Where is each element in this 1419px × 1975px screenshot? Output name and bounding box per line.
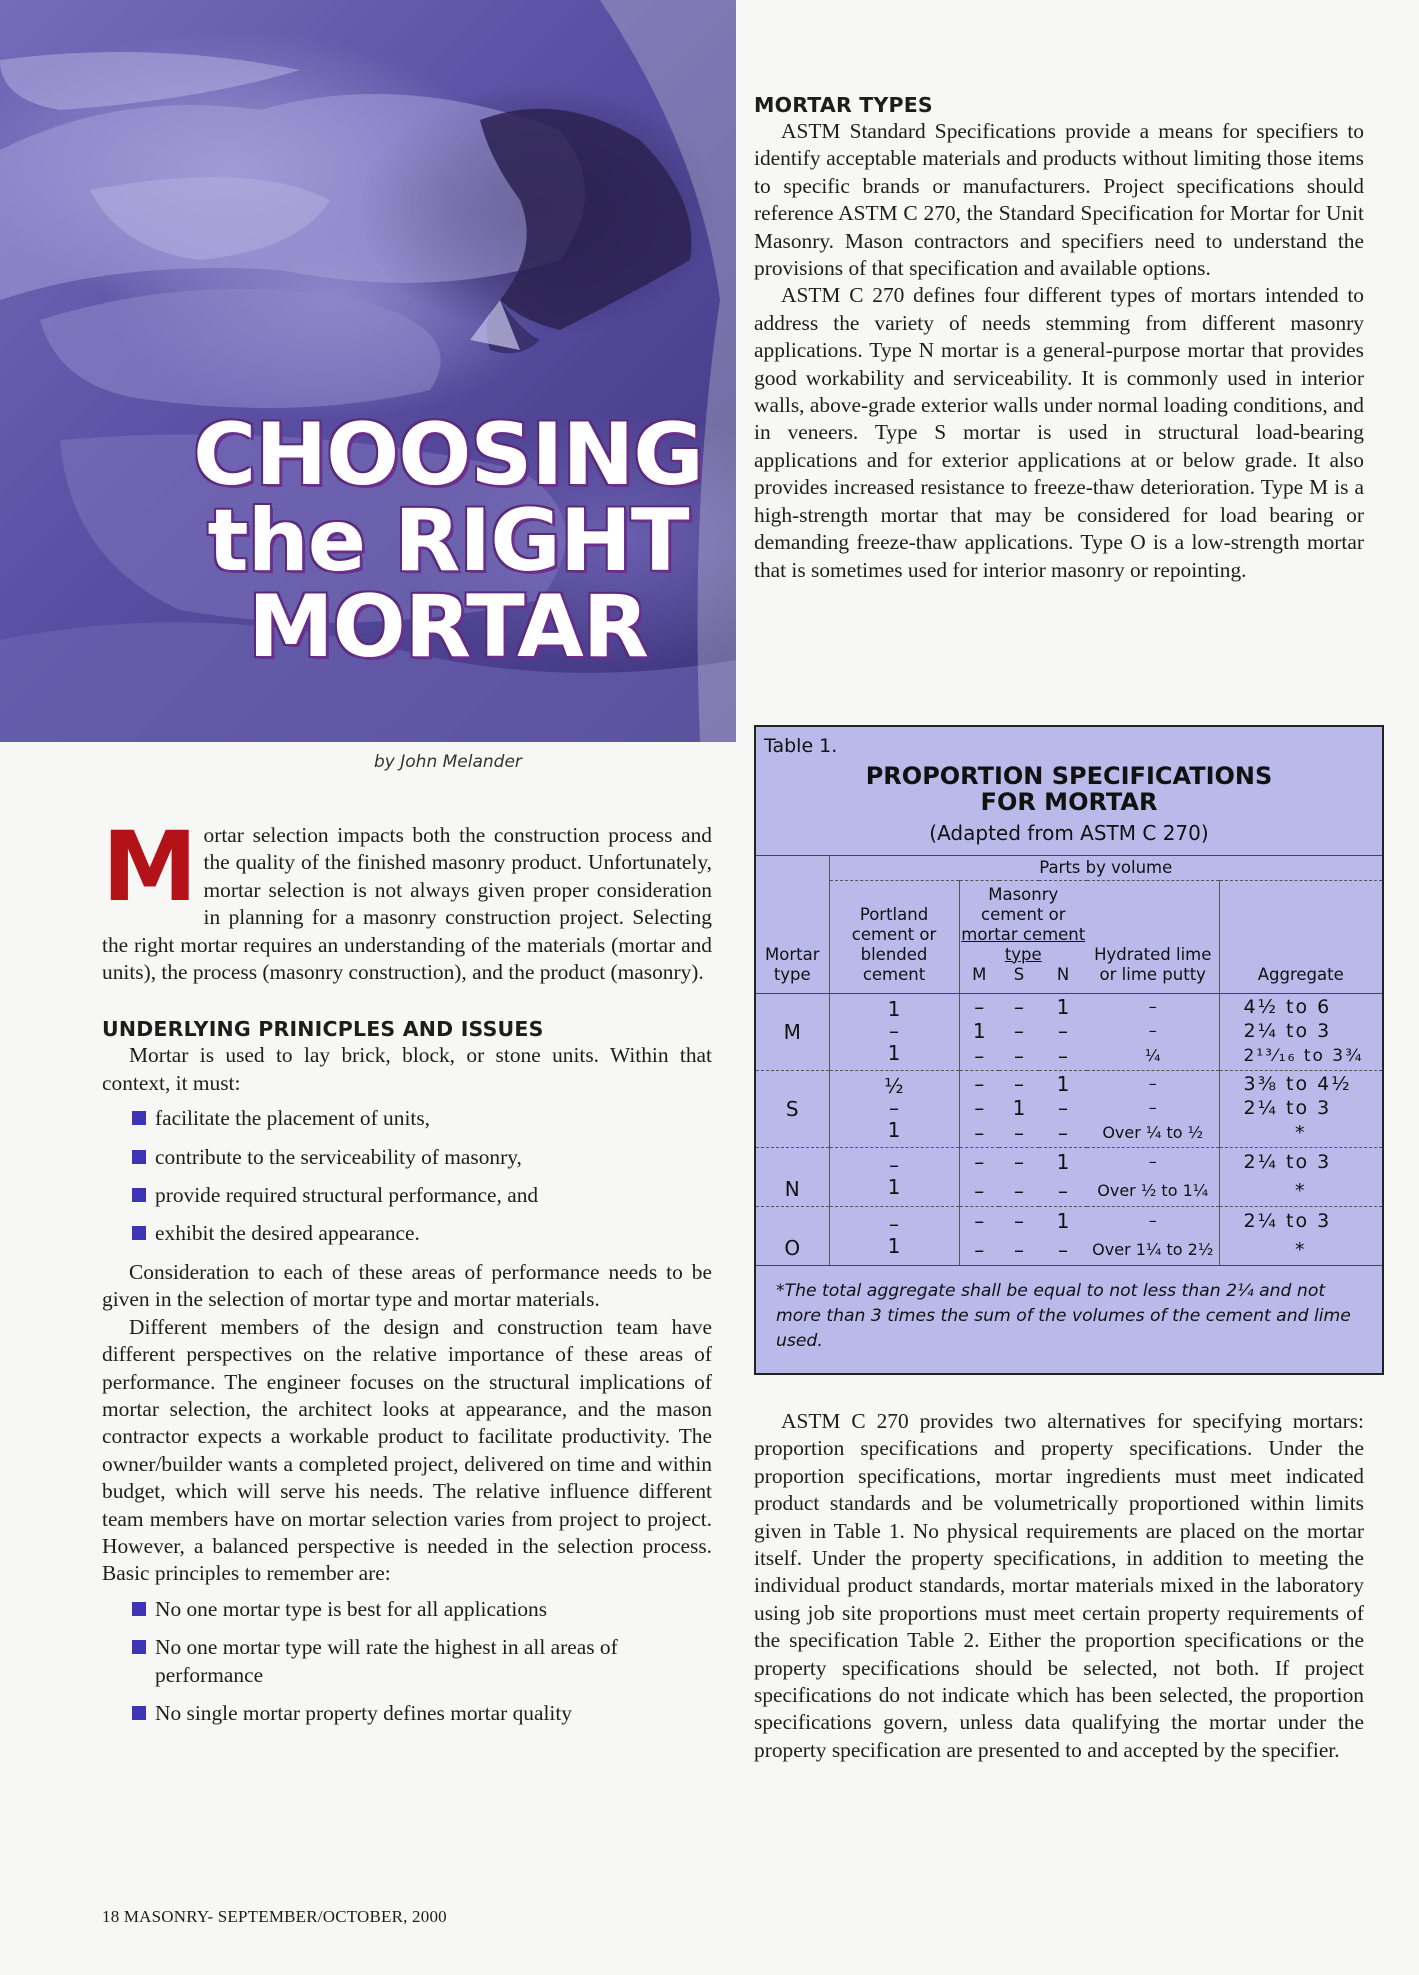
- bullet-square-icon: [132, 1706, 146, 1720]
- mortar-type-cell: O: [756, 1206, 829, 1265]
- mortar-type-cell: S: [756, 1070, 829, 1147]
- list-item: contribute to the serviceability of masonry,: [102, 1144, 712, 1171]
- mortar-type-cell: N: [756, 1147, 829, 1206]
- table-row: – 1 – – – 2¼ to 3: [756, 1020, 1382, 1042]
- table-row: O – – – 1 – 2¼ to 3: [756, 1206, 1382, 1235]
- col-header-mortar-type: Mortar type: [756, 880, 829, 993]
- right-column-top: [754, 92, 1364, 584]
- section-heading-mortar-types: MORTAR TYPES: [754, 93, 933, 117]
- mortar-types-paragraph-1: ASTM Standard Specifications provide a means for specifiers to identify acceptable materials and products without limiting those items to specific brands or manufacturers. Project specifications should reference ASTM C 270, the Standard Specification for Mortar for Unit Masonry. Mason contractors and specifiers need to understand the provisions of that specification and available options.: [754, 119, 1364, 281]
- col-header-lime: Hydrated lime or lime putty: [1087, 880, 1219, 993]
- intro-text: ortar selection impacts both the construction process and the quality of the finished masonry product. Unfortunately, mortar selection is not always given proper consideration in planning for a masonry construction project. Selecting the right mortar requires an understanding of the materials (mortar and units), the process (masonry construction), and the product (masonry).: [102, 823, 712, 985]
- page-footer: 18 MASONRY- SEPTEMBER/OCTOBER, 2000: [102, 1907, 447, 1926]
- col-header-s: S: [999, 965, 1039, 994]
- col-header-n: N: [1039, 965, 1087, 994]
- left-column: [102, 811, 712, 1738]
- specifications-paragraph: ASTM C 270 provides two alternatives for specifying mortars: proportion specifications and property specifications. Under the proportion specifications, mortar ingredients must meet indicated product standards and be volumetrically proportioned within limits given in Table 1. No physical requirements are placed on the mortar itself. Under the property specifications, in addition to meeting the individual product standards, mortar materials mixed in the laboratory using job site proportions must meet certain property requirements of the specification Table 2. Either the proportion specifications or the property specifications should be selected, not both. If project specifications do not indicate which has been selected, the proportion specifications govern, unless data qualifying the mortar under the property specification are presented to and accepted by the specifier.: [754, 1409, 1364, 1762]
- table-subtitle: (Adapted from ASTM C 270): [929, 821, 1209, 845]
- requirements-list: [102, 1105, 712, 1248]
- table-footnote: *The total aggregate shall be equal to not less than 2¼ and not more than 3 times the sum of the volumes of the cement and lime used.: [776, 1281, 1351, 1351]
- list-item: facilitate the placement of units,: [102, 1105, 712, 1132]
- mortar-type-cell: M: [756, 993, 829, 1070]
- col-header-aggregate: Aggregate: [1219, 880, 1382, 993]
- table-row: 1 – – – Over ½ to 1¼ *: [756, 1176, 1382, 1207]
- col-header-masonry-cement: Masonry cement or mortar cement type: [959, 880, 1087, 965]
- principles-paragraph-1: Mortar is used to lay brick, block, or stone units. Within that context, it must:: [102, 1043, 712, 1095]
- drop-cap: M: [102, 811, 196, 923]
- table-row: – – 1 – – 2¼ to 3: [756, 1097, 1382, 1119]
- article-title: [168, 405, 728, 677]
- list-item: provide required structural performance, and: [102, 1182, 712, 1209]
- mortar-types-paragraph-2: ASTM C 270 defines four different types of mortars intended to address the variety of needs stemming from different masonry applications. Type N mortar is a general-purpose mortar that provides good workability and serviceability. It is commonly used in interior walls, above-grade exterior walls under normal loading conditions, and in veneers. Type S mortar is used in structural load-bearing applications and for exterior applications at or below grade. It also provides increased resistance to freeze-thaw deterioration. Type M is a high-strength mortar that may be considered for load bearing or demanding freeze-thaw applications. Type O is a low-strength mortar that is sometimes used for interior masonry or repointing.: [754, 283, 1364, 582]
- hero-image: [0, 0, 736, 742]
- title-line-3: MORTAR: [248, 577, 648, 677]
- list-item: No one mortar type will rate the highest in all areas of performance: [102, 1634, 712, 1689]
- table-title: PROPORTION SPECIFICATIONS FOR MORTAR: [865, 762, 1273, 816]
- table-row: 1 – – – Over ¼ to ½ *: [756, 1119, 1382, 1148]
- table-row: 1 – – – Over 1¼ to 2½ *: [756, 1235, 1382, 1266]
- col-header-portland: Portland cement or blended cement: [829, 880, 959, 993]
- proportion-table: [756, 855, 1382, 1266]
- right-column-bottom: [754, 1408, 1364, 1764]
- section-heading-principles: UNDERLYING PRINICPLES AND ISSUES: [102, 1017, 544, 1042]
- table-label: Table 1.: [764, 735, 838, 757]
- bullet-square-icon: [132, 1602, 146, 1616]
- byline: by John Melander: [374, 752, 522, 772]
- table-row: S ½ – – 1 – 3⅜ to 4½: [756, 1070, 1382, 1097]
- title-line-2: the RIGHT: [207, 491, 689, 591]
- title-line-1: CHOOSING: [193, 405, 703, 505]
- bullet-square-icon: [132, 1640, 146, 1654]
- intro-paragraph: [102, 811, 712, 986]
- table-row: M 1 – – 1 – 4½ to 6: [756, 993, 1382, 1020]
- principles-paragraph-2: Consideration to each of these areas of performance needs to be given in the selection of mortar type and mortar materials.: [102, 1259, 712, 1312]
- bullet-square-icon: [132, 1226, 146, 1240]
- bullet-square-icon: [132, 1188, 146, 1202]
- table-1-box: [754, 725, 1384, 1375]
- bullet-square-icon: [132, 1150, 146, 1164]
- table-row: 1 – – – ¼ 2¹³⁄₁₆ to 3¾: [756, 1042, 1382, 1071]
- col-header-m: M: [959, 965, 999, 994]
- principles-paragraph-3: Different members of the design and construction team have different perspectives on the relative importance of these areas of performance. The engineer focuses on the structural implications of mortar selection, the architect looks at appearance, and the mason contractor expects a workable product to facilitate productivity. The owner/builder wants a completed project, delivered on time and within budget, which will serve his needs. The relative influence different team members have on mortar selection varies from project to project. However, a balanced perspective is needed in the selection process. Basic principles to remember are:: [102, 1314, 712, 1586]
- list-item: No one mortar type is best for all applications: [102, 1596, 712, 1623]
- list-item: exhibit the desired appearance.: [102, 1220, 712, 1247]
- parts-by-volume-header: Parts by volume: [829, 856, 1382, 881]
- list-item: No single mortar property defines mortar quality: [102, 1700, 712, 1727]
- table-row: N – – – 1 – 2¼ to 3: [756, 1147, 1382, 1176]
- bullet-square-icon: [132, 1111, 146, 1125]
- principles-list: [102, 1596, 712, 1728]
